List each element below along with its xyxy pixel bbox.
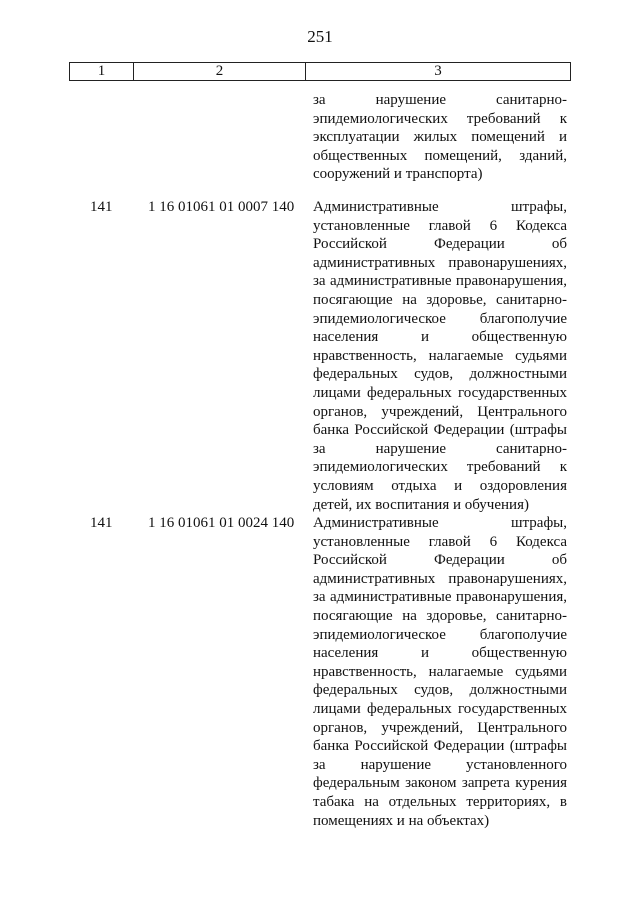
column-header-2: 2 bbox=[134, 63, 306, 80]
row-number: 141 bbox=[90, 515, 113, 531]
row-description: Административные штрафы, установленные главой 6 Кодекса Российской Федерации об административных правонарушениях, за административные правонарушения, посягающие на здоровье, санитарно-эпидемиологическое благополучие населения и общественную нравственность, налагаемые судьями федеральных судов, должностными лицами федеральных государственных органов, учреждений, Центрального банка Российской Федерации (штрафы за нарушение установленного федеральным законом запрета курения табака на отдельных территориях, в помещениях и на объектах) bbox=[313, 515, 567, 829]
row-number: 141 bbox=[90, 199, 113, 215]
row-code: 1 16 01061 01 0007 140 bbox=[148, 199, 295, 215]
page-number: 251 bbox=[307, 27, 333, 46]
table-header-row bbox=[69, 62, 571, 81]
row-code: 1 16 01061 01 0024 140 bbox=[148, 515, 295, 531]
continuation-description: за нарушение санитарно-эпидемиологических требований к эксплуатации жилых помещений и общественных помещений, зданий, сооружений и транспорта) bbox=[313, 92, 567, 183]
column-header-3: 3 bbox=[434, 63, 442, 79]
column-header-1: 1 bbox=[70, 63, 134, 80]
row-description: Административные штрафы, установленные главой 6 Кодекса Российской Федерации об административных правонарушениях, за административные правонарушения, посягающие на здоровье, санитарно-эпидемиологическое благополучие населения и общественную нравственность, налагаемые судьями федеральных судов, должностными лицами федеральных государственных органов, учреждений, Центрального банка Российской Федерации (штрафы за нарушение санитарно-эпидемиологических требований к условиям отдыха и оздоровления детей, их воспитания и обучения) bbox=[313, 199, 567, 513]
